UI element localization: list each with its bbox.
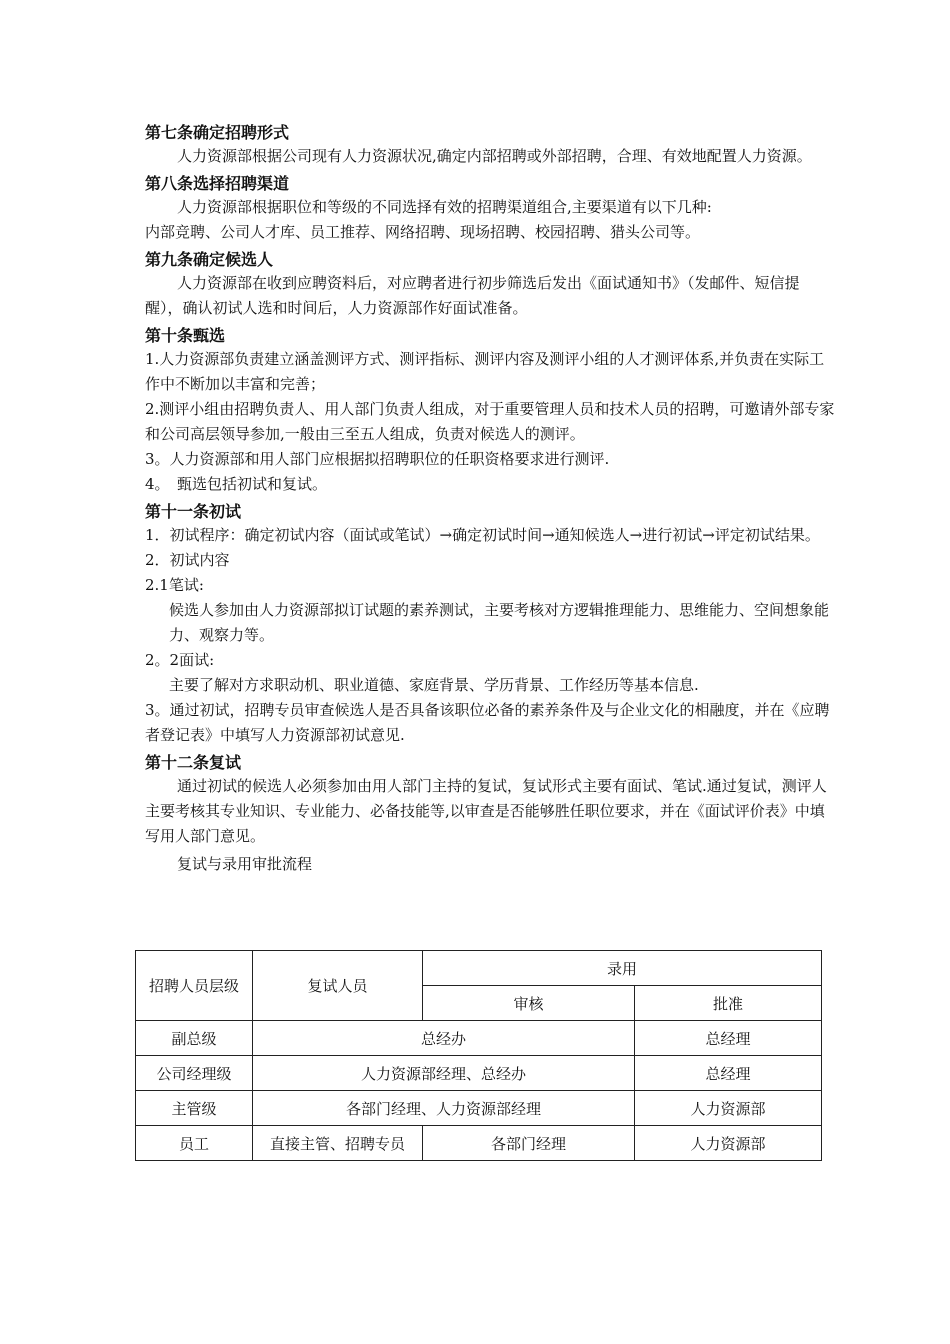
article-11-written-test: 候选人参加由人力资源部拟订试题的素养测试，主要考核对方逻辑推理能力、思维能力、空间想象能力、观察力等。 xyxy=(169,601,830,644)
article-11-item-2: 2．初试内容 xyxy=(145,551,230,569)
cell-approve: 总经理 xyxy=(635,1021,822,1056)
table-row xyxy=(136,1091,822,1126)
document-body xyxy=(145,120,835,877)
article-8-para-2: 内部竞聘、公司人才库、员工推荐、网络招聘、现场招聘、校园招聘、猎头公司等。 xyxy=(145,223,701,241)
header-approve: 批准 xyxy=(635,986,822,1021)
heading-article-12: 第十二条复试 xyxy=(145,753,242,772)
cell-level: 员工 xyxy=(136,1126,253,1161)
article-10-item-3: 3。人力资源部和用人部门应根据拟招聘职位的任职资格要求进行测评. xyxy=(145,450,610,468)
article-11-item-2-1: 2.1笔试: xyxy=(145,576,204,594)
header-level: 招聘人员层级 xyxy=(136,951,253,1021)
heading-article-8: 第八条选择招聘渠道 xyxy=(145,174,290,193)
table-header-row xyxy=(136,951,822,986)
header-interviewer: 复试人员 xyxy=(253,951,423,1021)
article-7-para-1: 人力资源部根据公司现有人力资源状况,确定内部招聘或外部招聘，合理、有效地配置人力资源。 xyxy=(177,147,812,165)
article-10-item-2: 2.测评小组由招聘负责人、用人部门负责人组成，对于重要管理人员和技术人员的招聘，可邀请外部专家和公司高层领导参加,一般由三至五人组成，负责对候选人的测评。 xyxy=(145,400,835,443)
table-caption: 复试与录用审批流程 xyxy=(177,855,313,873)
table-row xyxy=(136,1056,822,1091)
approval-flow-table xyxy=(135,950,822,1161)
cell-interviewer: 直接主管、招聘专员 xyxy=(253,1126,423,1161)
heading-article-9: 第九条确定候选人 xyxy=(145,250,274,269)
article-9-para-1: 人力资源部在收到应聘资料后，对应聘者进行初步筛选后发出《面试通知书》（发邮件、短信提醒），确认初试人选和时间后，人力资源部作好面试准备。 xyxy=(145,274,800,317)
cell-approve: 总经理 xyxy=(635,1056,822,1091)
article-11-item-3: 3。通过初试，招聘专员审查候选人是否具备该职位必备的素养条件及与企业文化的相融度，并在《应聘者登记表》中填写人力资源部初试意见. xyxy=(145,701,830,744)
cell-approve: 人力资源部 xyxy=(635,1126,822,1161)
cell-merged: 总经办 xyxy=(253,1021,635,1056)
cell-merged: 人力资源部经理、总经办 xyxy=(253,1056,635,1091)
cell-level: 主管级 xyxy=(136,1091,253,1126)
article-10-item-1: 1.人力资源部负责建立涵盖测评方式、测评指标、测评内容及测评小组的人才测评体系,并负责在实际工作中不断加以丰富和完善； xyxy=(145,350,825,393)
cell-merged: 各部门经理、人力资源部经理 xyxy=(253,1091,635,1126)
article-11-item-2-2: 2。2面试: xyxy=(145,651,215,669)
header-review: 审核 xyxy=(423,986,635,1021)
table-row xyxy=(136,1021,822,1056)
heading-article-10: 第十条甄选 xyxy=(145,326,226,345)
table-row xyxy=(136,1126,822,1161)
cell-level: 副总级 xyxy=(136,1021,253,1056)
cell-approve: 人力资源部 xyxy=(635,1091,822,1126)
heading-article-7: 第七条确定招聘形式 xyxy=(145,123,290,142)
article-12-para-1: 通过初试的候选人必须参加由用人部门主持的复试，复试形式主要有面试、笔试.通过复试，测评人主要考核其专业知识、专业能力、必备技能等,以审查是否能够胜任职位要求，并在《面试评价表》中填写用人部门意见。 xyxy=(145,777,827,845)
cell-review: 各部门经理 xyxy=(423,1126,635,1161)
article-11-item-1: 1．初试程序：确定初试内容（面试或笔试）→确定初试时间→通知候选人→进行初试→评定初试结果。 xyxy=(145,526,820,544)
article-10-item-4: 4。 甄选包括初试和复试。 xyxy=(145,475,328,493)
heading-article-11: 第十一条初试 xyxy=(145,502,242,521)
cell-level: 公司经理级 xyxy=(136,1056,253,1091)
header-hire: 录用 xyxy=(423,951,822,986)
article-8-para-1: 人力资源部根据职位和等级的不同选择有效的招聘渠道组合,主要渠道有以下几种: xyxy=(177,198,712,216)
article-11-interview: 主要了解对方求职动机、职业道德、家庭背景、学历背景、工作经历等基本信息. xyxy=(169,676,699,694)
